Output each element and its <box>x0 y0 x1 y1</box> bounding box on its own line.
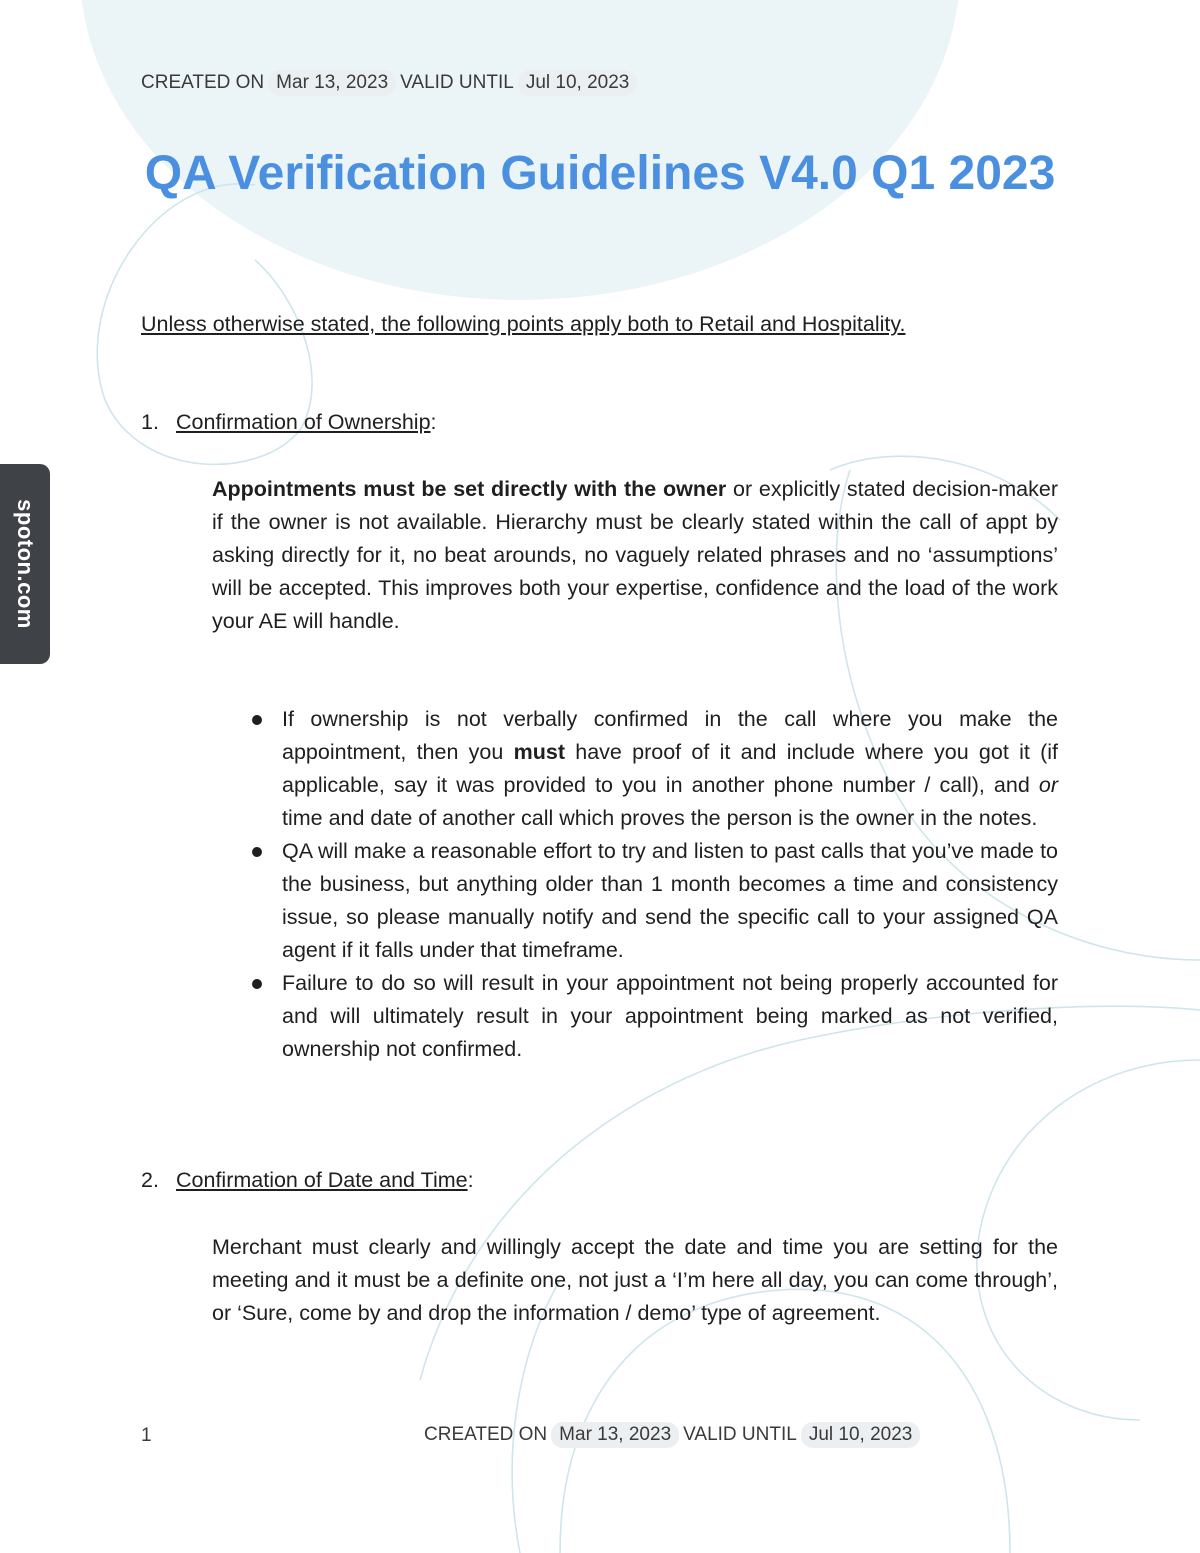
section-1-paragraph <box>212 473 1058 638</box>
created-label: CREATED ON <box>424 1424 548 1445</box>
paragraph-body: or explicitly stated decision-maker if the owner is not available. Hierarchy must be clearly stated within the call of appt by asking directly for it, no beat arounds, no vaguely related phrases and no ‘assumptions’ will be accepted. This improves both your expertise, confidence and the load of the work your AE will handle. <box>212 477 1058 633</box>
section-heading-colon: : <box>430 410 437 434</box>
spoton-side-tab[interactable] <box>0 464 50 664</box>
valid-date-chip[interactable]: Jul 10, 2023 <box>801 1422 921 1448</box>
section-number: 2. <box>141 1168 159 1192</box>
bullet-icon <box>252 715 262 725</box>
side-tab-label: spoton.com <box>13 499 38 629</box>
section-heading-label: Confirmation of Ownership <box>176 410 431 434</box>
bullet-icon <box>252 847 262 857</box>
created-label: CREATED ON <box>141 72 265 93</box>
header-validity <box>141 70 641 96</box>
section-1-bullet-list <box>248 703 1058 1066</box>
intro-text: Unless otherwise stated, the following points apply both to Retail and Hospitality. <box>141 312 906 336</box>
list-item: If ownership is not verbally confirmed in the call where you make the appointment, then you must have proof of it and include where you got it (if applicable, say it was provided to you in another phone number / call), and or time and date of another call which proves the person is the owner in the notes. <box>248 703 1058 835</box>
valid-date-chip[interactable]: Jul 10, 2023 <box>518 70 638 96</box>
paragraph-bold-lead: Appointments must be set directly with the owner <box>212 477 727 501</box>
section-heading-colon: : <box>467 1168 474 1192</box>
list-item: QA will make a reasonable effort to try and listen to past calls that you’ve made to the business, but anything older than 1 month becomes a time and consistency issue, so please manually notify and send the specific call to your assigned QA agent if it falls under that timeframe. <box>248 835 1058 967</box>
section-2-paragraph: Merchant must clearly and willingly accept the date and time you are setting for the meeting and it must be a definite one, not just a ‘I’m here all day, you can come through’, or ‘Sure, come by and drop the information / demo’ type of agreement. <box>212 1235 1058 1325</box>
bullet-icon <box>252 979 262 989</box>
list-item: Failure to do so will result in your appointment not being properly accounted for and will ultimately result in your appointment being marked as not verified, ownership not confirmed. <box>248 967 1058 1066</box>
footer-validity <box>424 1422 924 1448</box>
valid-label: VALID UNTIL <box>400 72 514 93</box>
page-number: 1 <box>141 1425 152 1446</box>
created-date-chip[interactable]: Mar 13, 2023 <box>551 1422 679 1448</box>
valid-label: VALID UNTIL <box>683 1424 797 1445</box>
section-number: 1. <box>141 410 159 434</box>
created-date-chip[interactable]: Mar 13, 2023 <box>268 70 396 96</box>
section-1-heading <box>141 406 437 439</box>
section-2-heading <box>141 1164 474 1197</box>
section-heading-label: Confirmation of Date and Time <box>176 1168 468 1192</box>
document-title: QA Verification Guidelines V4.0 Q1 2023 <box>144 147 1056 200</box>
